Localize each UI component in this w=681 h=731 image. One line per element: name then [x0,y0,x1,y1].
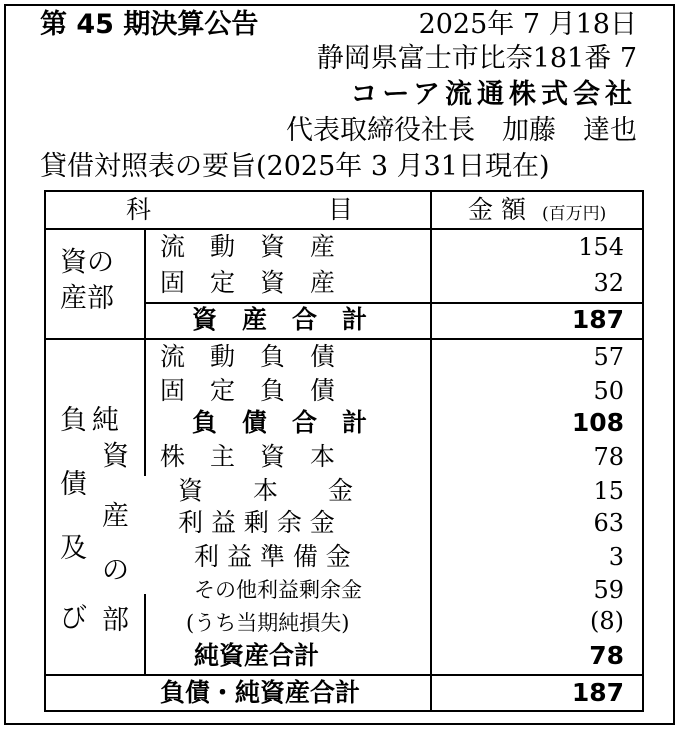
assets-total-divider [144,302,642,304]
row-total-liabilities-amount: 108 [571,408,624,437]
column-header-amount: 金 額 [468,195,526,224]
row-total-net-assets-label: 純資産合計 [194,641,320,670]
net-label-char-3: 産 [102,501,129,532]
row-fixed-assets-amount: 32 [593,269,624,297]
row-net-loss-amount: (8) [590,607,624,635]
assets-section-divider [46,338,642,340]
representative-name: 代表取締役社長 加藤 達也 [286,115,637,146]
row-total-liabilities-label: 負 債 合 計 [192,408,368,437]
row-other-retained-amount: 59 [593,576,624,604]
net-label-char-2: 資 [102,441,129,472]
row-fixed-assets-label: 固 定 資 産 [160,268,336,297]
row-retained-earnings-amount: 63 [593,509,624,537]
row-net-loss-label: (うち当期純損失) [186,611,350,635]
category-divider-top [144,228,146,476]
row-current-liabilities-amount: 57 [593,343,624,371]
notice-title: 第 45 期決算公告 [40,9,259,40]
company-name: コーア流通株式会社 [350,79,637,110]
unit-label: (百万円) [542,204,607,224]
row-fixed-liabilities-label: 固 定 負 債 [160,376,336,405]
summary-title: 貸借対照表の要旨(2025年 3 月31日現在) [40,151,550,182]
row-total-net-assets-amount: 78 [589,641,624,670]
row-other-retained-label: その他利益剰余金 [194,578,362,602]
row-current-liabilities-label: 流 動 負 債 [160,342,336,371]
liab-label-char-1: 負 [60,405,87,436]
balance-sheet-table [44,190,644,712]
net-label-char-1: 純 [92,405,119,436]
row-shareholders-equity-label: 株 主 資 本 [160,442,336,471]
row-total-assets-amount: 187 [571,305,624,334]
row-retained-earnings-label: 利 益 剰 余 金 [178,508,335,537]
column-header-item-right: 目 [328,195,354,224]
net-label-char-5: 部 [102,605,129,636]
company-address: 静岡県富士市比奈181番 7 [316,43,637,74]
amount-column-divider [430,192,432,712]
row-legal-reserve-label: 利 益 準 備 金 [194,542,351,571]
row-current-assets-amount: 154 [578,233,624,261]
liab-label-char-3: 及 [60,533,87,564]
row-current-assets-label: 流 動 資 産 [160,232,336,261]
row-capital-amount: 15 [593,477,624,505]
notice-date: 2025年 7 月18日 [418,9,637,40]
row-shareholders-equity-amount: 78 [593,443,624,471]
assets-section-label-line1: 資の [60,247,114,278]
grand-total-divider [46,674,642,676]
liab-label-char-4: び [60,603,87,634]
row-total-assets-label: 資 産 合 計 [192,305,368,334]
row-total-liab-net-assets-amount: 187 [571,678,624,707]
row-total-liab-net-assets-label: 負債・純資産合計 [160,678,361,707]
assets-section-label-line2: 産部 [60,283,114,314]
row-legal-reserve-amount: 3 [608,543,624,571]
row-fixed-liabilities-amount: 50 [593,377,624,405]
column-header-item-left: 科 [126,195,152,224]
category-divider-bottom [144,594,146,674]
liab-label-char-2: 債 [60,469,87,500]
net-label-char-4: の [102,555,129,586]
row-capital-label: 資 本 金 [178,476,354,505]
